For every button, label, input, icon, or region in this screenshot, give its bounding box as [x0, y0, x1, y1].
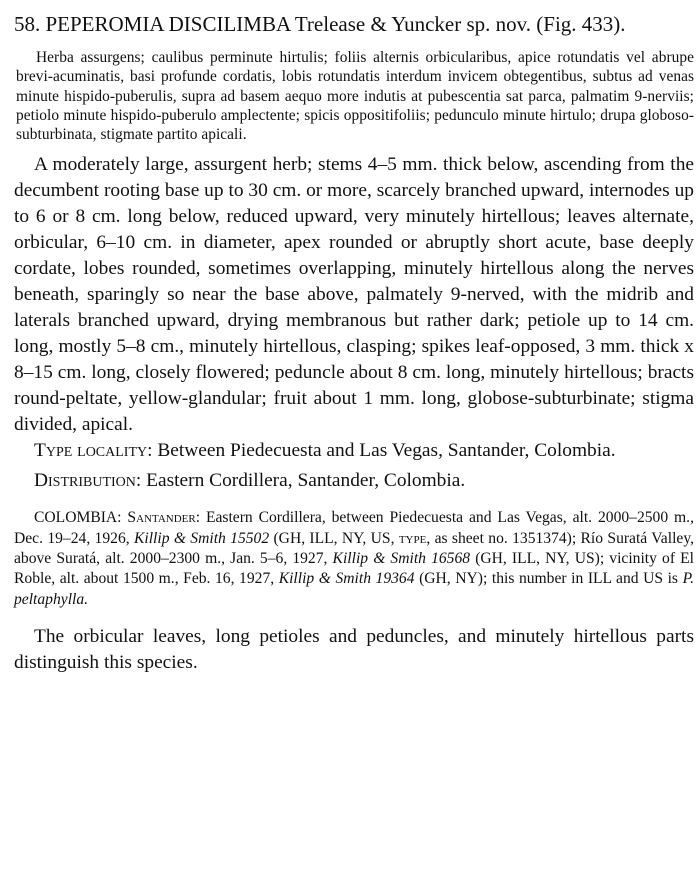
figure-reference: (Fig. 433). — [536, 12, 626, 36]
species-description — [14, 152, 694, 494]
collector-citation-3: Killip & Smith 19364 — [278, 570, 415, 588]
herbaria-1: (GH, ILL, NY, US, — [273, 529, 395, 547]
type-marker: type, — [398, 529, 431, 547]
remark-text: The orbicular leaves, long petioles and peduncles, and minutely hirtellous parts distinguish this species. — [14, 625, 694, 673]
latin-diagnosis-text: Herba assurgens; caulibus perminute hirtulis; foliis alternis orbicularibus, apice rotundatis vel abrupe brevi-acuminatis, basi profunde cordatis, lobis rotundatis interdum invicem obtegentibus, subtus ad venas minute hispido-puberulis, supra ad basem aequo more indutis at pubescentia sat parca, palmatim 9-nerviis; petiolo minute hispido-puberulo amplectente; spicis oppositifoliis; pedunculo minute hirtulo; drupa globoso-subturbinata, stigmate partito apicali. — [16, 49, 694, 144]
species-number: 58. — [14, 12, 41, 36]
monograph-page — [14, 10, 694, 676]
specimens-examined — [14, 508, 694, 609]
distribution-label: Distribution: — [34, 470, 142, 492]
type-locality — [14, 438, 694, 464]
species-authors: Trelease & Yuncker sp. nov. — [294, 12, 532, 36]
specimen-locality-2: as sheet no. 1351374); Río Suratá Valley, above Suratá, alt. 2000–2300 m., Jan. 5–6, 1927, — [14, 529, 695, 568]
specimen-country: COLOMBIA: — [34, 509, 122, 527]
type-locality-text: Between Piedecuesta and Las Vegas, Santander, Colombia. — [157, 440, 616, 462]
specimens-text — [14, 508, 694, 609]
species-name: PEPEROMIA DISCILIMBA — [45, 12, 290, 36]
species-reference: P. peltaphylla. — [14, 570, 694, 608]
distribution — [14, 468, 694, 494]
species-heading — [14, 10, 694, 38]
specimen-region: Santander: — [127, 509, 201, 527]
collector-citation-1: Killip & Smith 15502 — [133, 529, 270, 547]
description-text: A moderately large, assurgent herb; stems 4–5 mm. thick below, ascending from the decumbent rooting base up to 30 cm. or more, scarcely branched upward, internodes up to 6 or 8 cm. long below, reduced upward, very minutely hirtellous; leaves alternate, orbicular, 6–10 cm. in diameter, apex rounded or abruptly short acute, base deeply cordate, lobes rounded, sometimes overlapping, minutely hirtellous along the nerves beneath, sparingly so near the base above, palmately 9-nerved, with the midrib and laterals branched upward, drying membranous but rather dark; petiole up to 14 cm. long, mostly 5–8 cm., minutely hirtellous, clasping; spikes leaf-opposed, 3 mm. thick x 8–15 cm. long, closely flowered; peduncle about 8 cm. long, minutely hirtellous; bracts round-peltate, yellow-glandular; fruit about 1 mm. long, globose-subturbinate; stigma divided, apical. — [14, 154, 694, 436]
latin-diagnosis — [14, 48, 694, 144]
type-locality-label: Type locality: — [34, 440, 153, 462]
specimen-locality-3: (GH, ILL, NY, US); vicinity of El Roble, alt. about 1500 m., Feb. 16, 1927, — [14, 550, 694, 588]
distinguishing-remark — [14, 624, 694, 676]
herbaria-note: (GH, NY); this number in ILL and US is — [419, 570, 679, 588]
collector-citation-2: Killip & Smith 16568 — [332, 550, 471, 568]
specimen-locality-1: Eastern Cordillera, between Piedecuesta and Las Vegas, alt. 2000–2500 m., Dec. 19–24, 1926, — [14, 509, 694, 547]
distribution-text: Eastern Cordillera, Santander, Colombia. — [146, 470, 466, 492]
